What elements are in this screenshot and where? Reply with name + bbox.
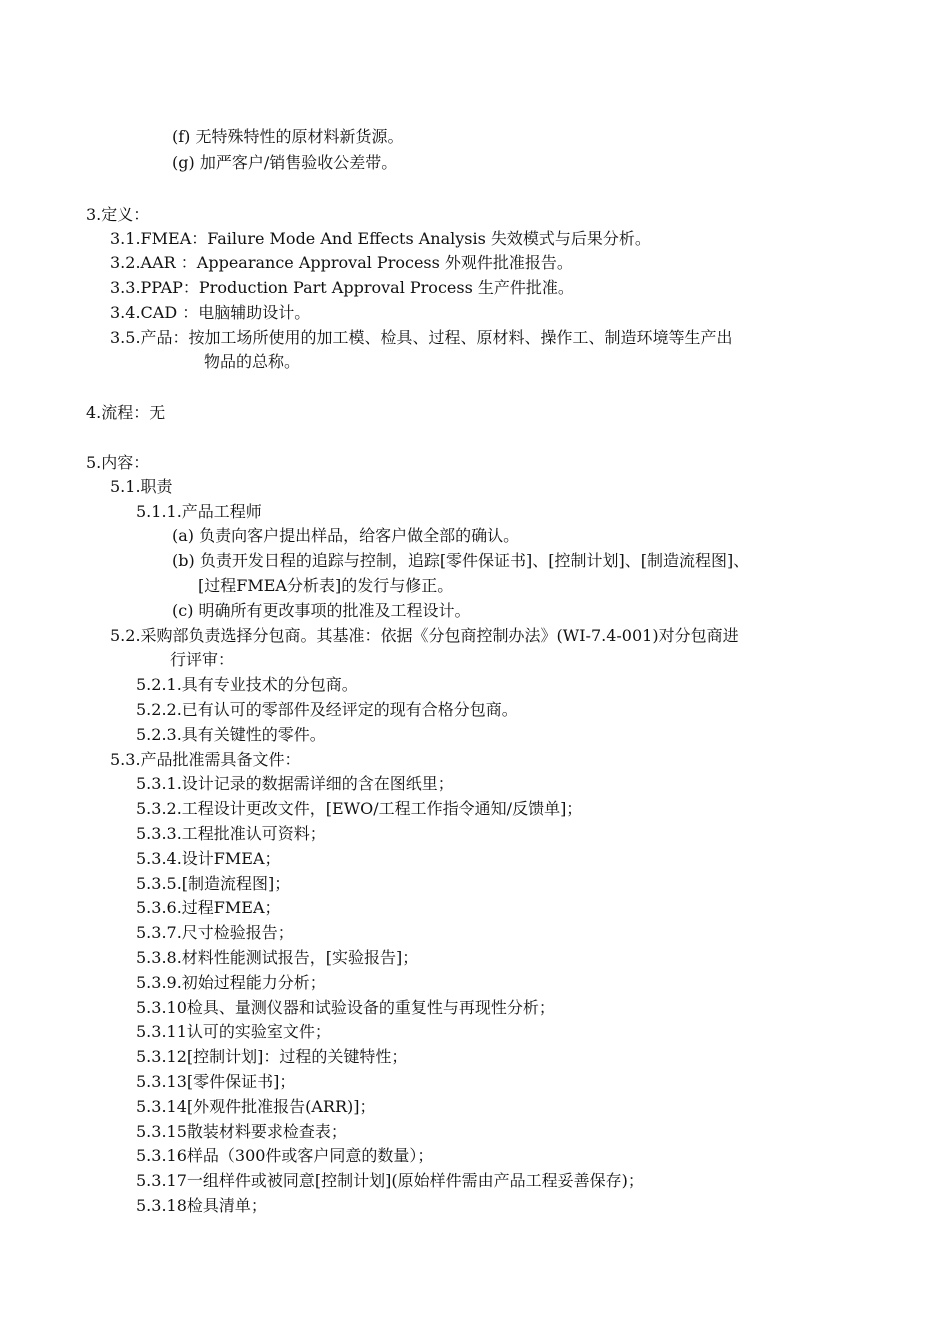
text-line: 物品的总称。 [204,352,301,371]
text-line: (f) 无特殊特性的原材料新货源。 [172,127,404,146]
text-line: 5.3.15散装材料要求检查表； [136,1122,347,1141]
text-line: 3.1.FMEA：Failure Mode And Effects Analysis 失效模式与后果分析。 [110,229,651,248]
text-line: 5.3.2.工程设计更改文件，[EWO/工程工作指令通知/反馈单]； [136,799,583,818]
text-line: 5.3.5.[制造流程图]； [136,874,291,893]
text-line: 5.3.17一组样件或被同意[控制计划](原始样件需由产品工程妥善保存)； [136,1171,644,1190]
section-heading: 5.内容： [86,453,150,472]
text-line: 5.3.4.设计FMEA； [136,849,281,868]
text-line: 5.3.8.材料性能测试报告，[实验报告]； [136,948,419,967]
text-line: 5.3.13[零件保证书]； [136,1072,296,1091]
text-line: 5.2.采购部负责选择分包商。其基准：依据《分包商控制办法》(WI-7.4-001)对分包商进 [110,626,739,645]
text-line: 5.3.12[控制计划]：过程的关键特性； [136,1047,408,1066]
text-line: 3.2.AAR ：Appearance Approval Process 外观件批准报告。 [110,253,573,272]
text-line: 5.2.2.已有认可的零部件及经评定的现有合格分包商。 [136,700,518,719]
section-heading: 4.流程：无 [86,403,166,422]
text-line: 3.5.产品：按加工场所使用的加工模、检具、过程、原材料、操作工、制造环境等生产出 [110,328,733,347]
text-line: 3.3.PPAP：Production Part Approval Process 生产件批准。 [110,278,574,297]
text-line: 3.4.CAD ：电脑辅助设计。 [110,303,311,322]
text-line: 5.3.1.设计记录的数据需详细的含在图纸里； [136,774,454,793]
text-line: 5.3.18检具清单； [136,1196,267,1215]
text-line: (g) 加严客户/销售验收公差带。 [172,153,398,172]
section-heading: 3.定义： [86,205,150,224]
text-line: 5.1.职责 [110,477,173,496]
text-line: 5.3.7.尺寸检验报告； [136,923,294,942]
text-line: [过程FMEA分析表]的发行与修正。 [198,576,454,595]
text-line: 5.2.3.具有关键性的零件。 [136,725,326,744]
text-line: 5.3.11认可的实验室文件； [136,1022,331,1041]
text-line: 5.3.14[外观件批准报告(ARR)]； [136,1097,376,1116]
text-line: (a) 负责向客户提出样品，给客户做全部的确认。 [172,526,520,545]
text-line: 5.1.1.产品工程师 [136,502,262,521]
text-line: 5.3.产品批准需具备文件： [110,750,301,769]
text-line: 5.3.9.初始过程能力分析； [136,973,326,992]
text-line: 5.3.10检具、量测仪器和试验设备的重复性与再现性分析； [136,998,555,1017]
text-line: (c) 明确所有更改事项的批准及工程设计。 [172,601,471,620]
text-line: (b) 负责开发日程的追踪与控制，追踪[零件保证书]、[控制计划]、[制造流程图]、 [172,551,750,570]
text-line: 5.3.3.工程批准认可资料； [136,824,326,843]
text-line: 5.3.6.过程FMEA； [136,898,281,917]
text-line: 行评审： [170,650,235,669]
text-line: 5.3.16样品（300件或客户同意的数量）； [136,1146,434,1165]
text-line: 5.2.1.具有专业技术的分包商。 [136,675,358,694]
